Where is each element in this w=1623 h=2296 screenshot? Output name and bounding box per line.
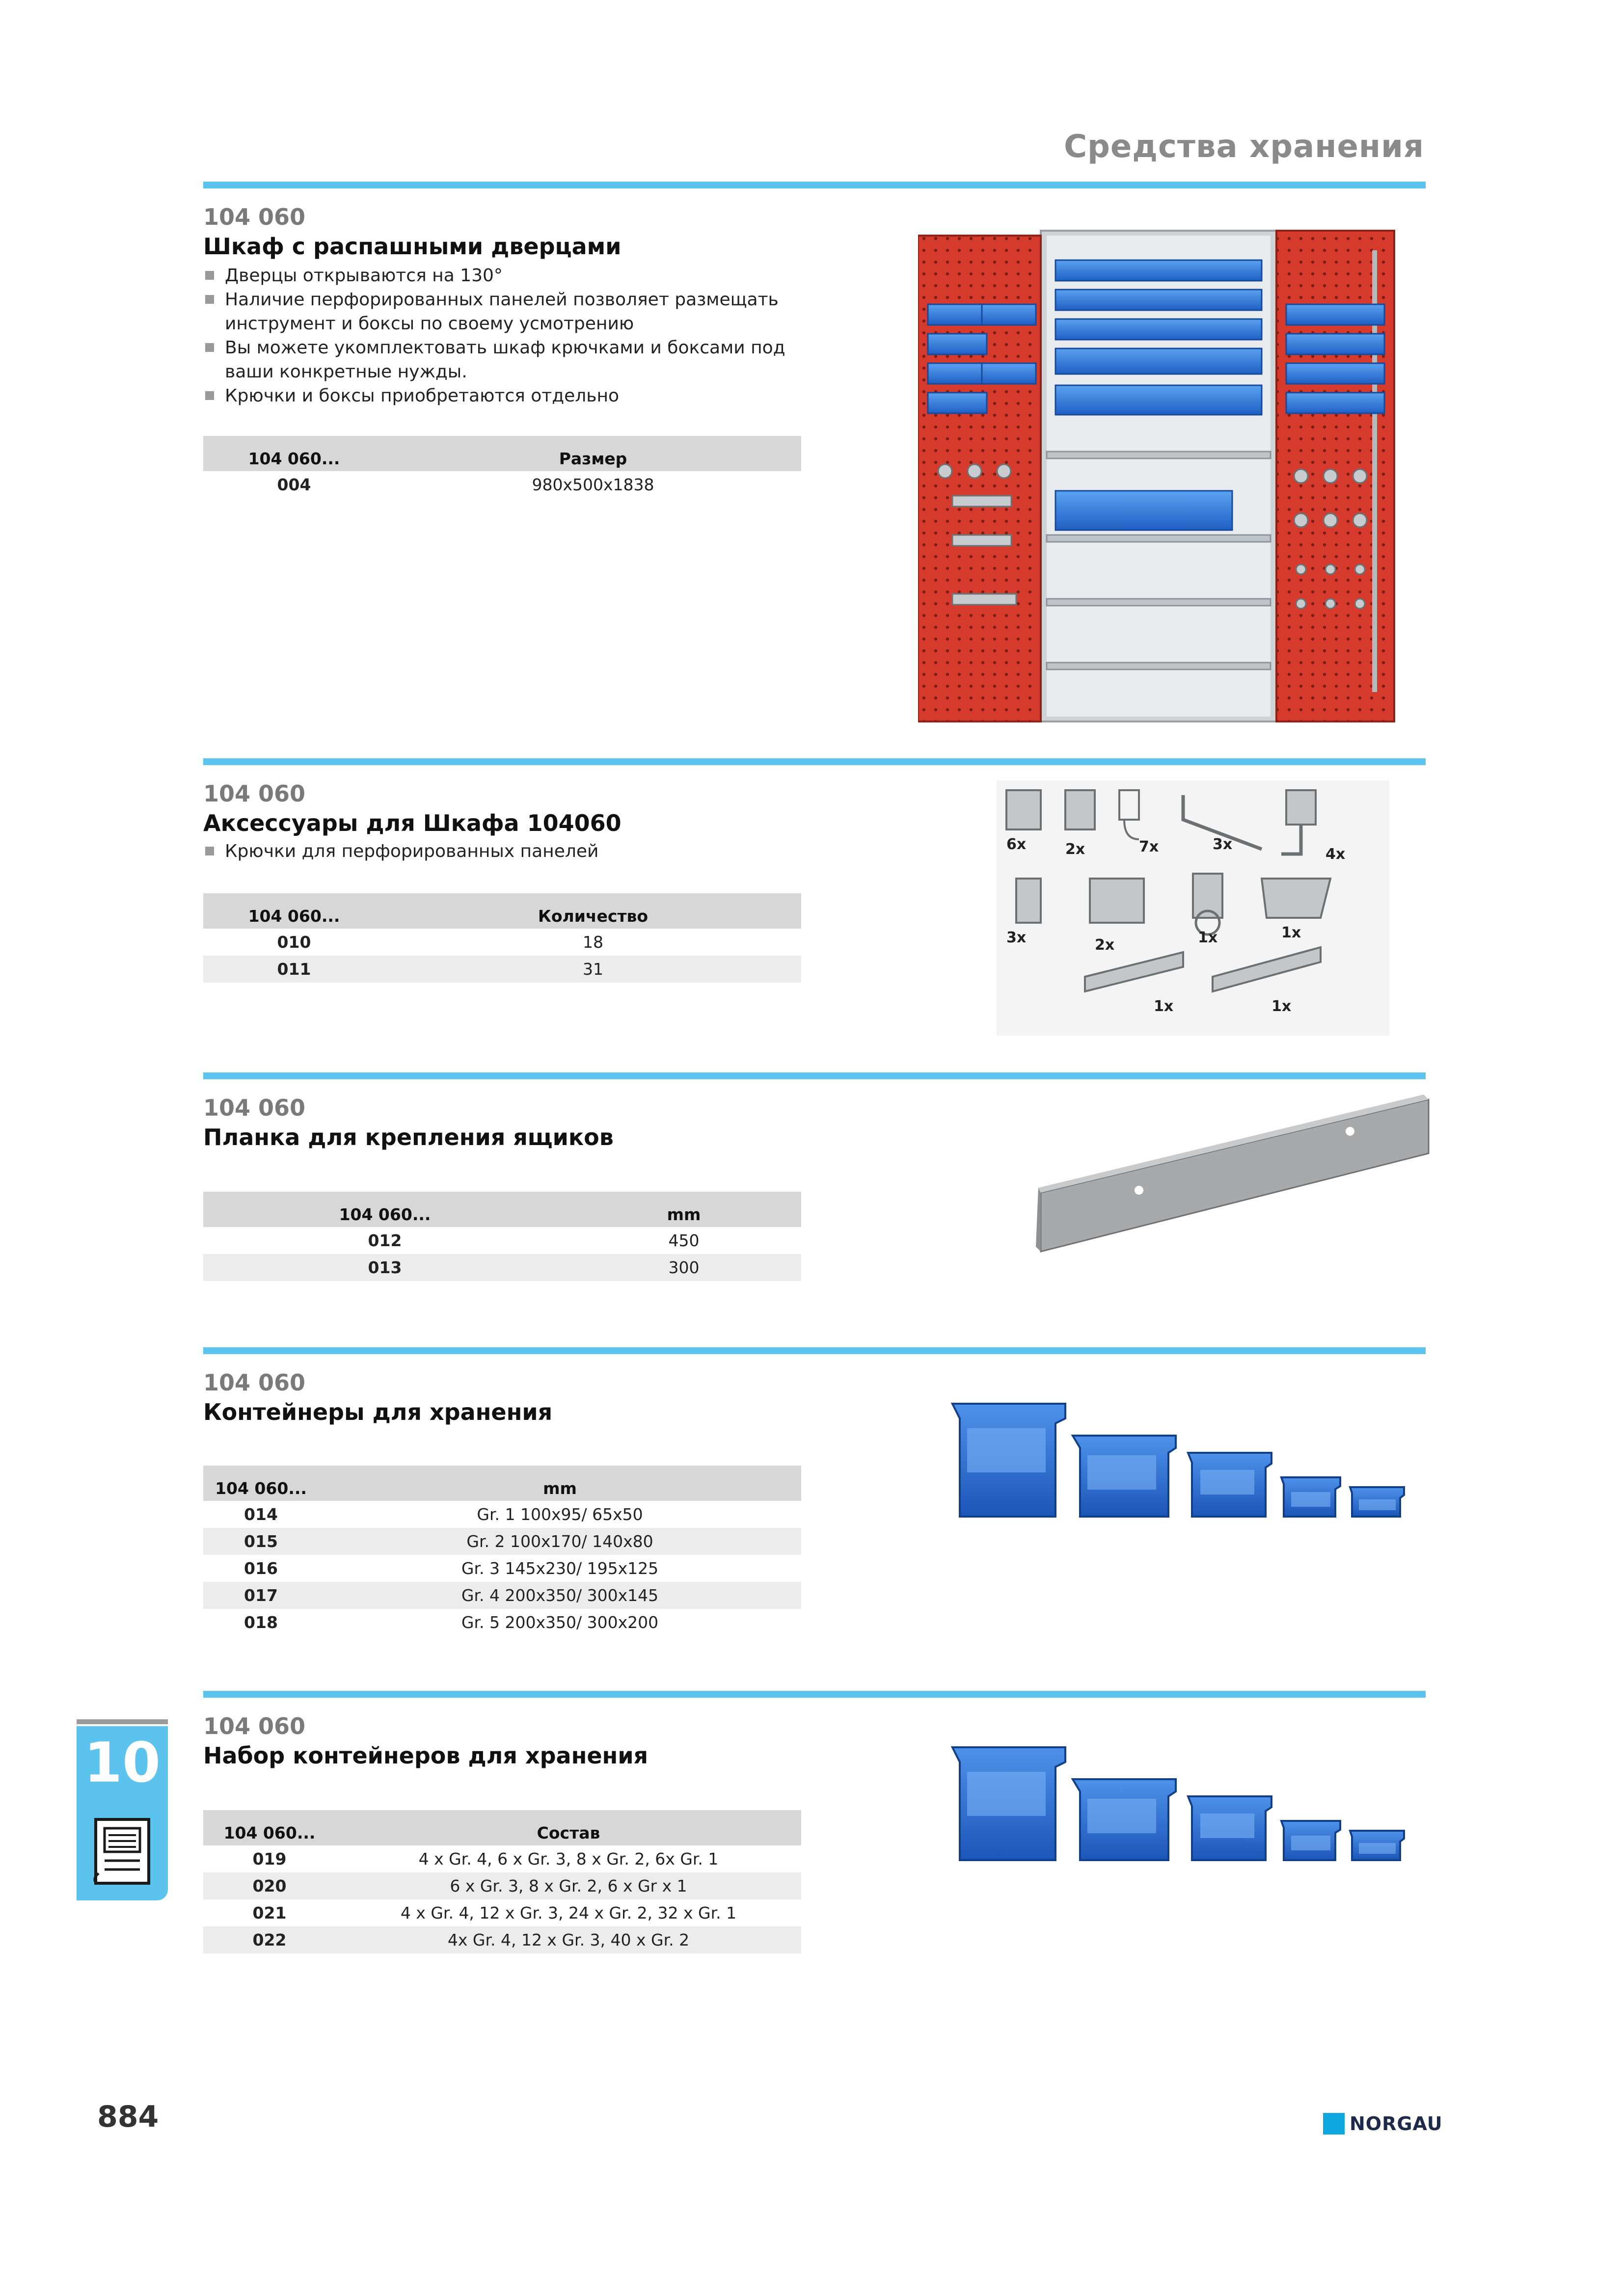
brand-logo xyxy=(1323,2113,1443,2135)
table-row xyxy=(203,1926,801,1953)
quantity-label: 7x xyxy=(1139,838,1159,855)
table-cell-code: 010 xyxy=(277,933,311,952)
table-cell-value: 6 x Gr. 3, 8 x Gr. 2, 6 x Gr x 1 xyxy=(336,1872,801,1899)
page-number: 884 xyxy=(97,2100,159,2134)
table-header-row xyxy=(203,436,801,471)
feature-list xyxy=(203,839,817,863)
table-cell-value: 4x Gr. 4, 12 x Gr. 3, 40 x Gr. 2 xyxy=(336,1926,801,1953)
column-header: 104 060... xyxy=(203,1810,336,1845)
section-code: 104 060 xyxy=(203,1095,306,1121)
table-cell-code: 018 xyxy=(244,1613,278,1632)
section-divider xyxy=(203,758,1426,765)
table-cell-value: Gr. 4 200x350/ 300x145 xyxy=(319,1582,801,1609)
table-cell-code: 013 xyxy=(203,1254,567,1281)
section-divider xyxy=(203,1072,1426,1079)
table-row xyxy=(203,1609,801,1636)
spec-table xyxy=(203,1810,801,1953)
chapter-number: 10 xyxy=(84,1731,161,1795)
table-cell-value: 450 xyxy=(668,1231,700,1250)
table-cell-value: Gr. 2 100x170/ 140x80 xyxy=(319,1528,801,1555)
table-cell-value: Gr. 5 200x350/ 300x200 xyxy=(461,1613,659,1632)
table-row xyxy=(203,1899,801,1926)
quantity-label: 3x xyxy=(1213,836,1233,853)
table-row xyxy=(203,1528,801,1555)
column-header: mm xyxy=(319,1466,801,1501)
table-row xyxy=(203,471,801,498)
table-cell-value: 4 x Gr. 4, 12 x Gr. 3, 24 x Gr. 2, 32 x Gr. 1 xyxy=(400,1903,737,1922)
table-row xyxy=(203,929,801,956)
table-cell-value: 18 xyxy=(583,933,603,952)
quantity-label: 1x xyxy=(1281,924,1301,941)
section-divider xyxy=(203,182,1426,188)
column-header: 104 060... xyxy=(203,1466,319,1501)
table-row xyxy=(203,1254,801,1281)
column-header: Размер xyxy=(385,436,801,471)
quantity-label: 4x xyxy=(1325,846,1346,863)
quantity-label: 3x xyxy=(1006,929,1027,946)
quantity-label: 1x xyxy=(1154,998,1174,1015)
section-title: Планка для крепления ящиков xyxy=(203,1124,614,1150)
column-header: 104 060... xyxy=(203,893,385,929)
table-cell-value: 4 x Gr. 4, 6 x Gr. 3, 8 x Gr. 2, 6x Gr. 1 xyxy=(418,1849,719,1869)
section-divider xyxy=(203,1691,1426,1698)
table-cell-code: 014 xyxy=(244,1505,278,1524)
cabinet-image xyxy=(918,221,1399,736)
spec-table xyxy=(203,1466,801,1636)
table-cell-value: Gr. 3 145x230/ 195x125 xyxy=(461,1559,659,1578)
table-cell-value: Gr. 1 100x95/ 65x50 xyxy=(477,1505,643,1524)
list-item: Крючки и боксы приобретаются отдельно xyxy=(203,384,817,408)
table-header-row xyxy=(203,1810,801,1845)
table-cell-code: 022 xyxy=(203,1926,336,1953)
brand-name: NORGAU xyxy=(1350,2113,1443,2135)
quantity-label: 1x xyxy=(1271,998,1292,1015)
bins-image xyxy=(943,1394,1409,1531)
section-code: 104 060 xyxy=(203,1713,306,1739)
column-header: Состав xyxy=(336,1810,801,1845)
table-row xyxy=(203,1582,801,1609)
table-cell-code: 004 xyxy=(277,475,311,494)
bin-set-image xyxy=(943,1737,1409,1875)
table-cell-code: 021 xyxy=(252,1903,287,1922)
page-header-title: Средства хранения xyxy=(1064,129,1424,165)
cabinet-icon xyxy=(89,1815,156,1888)
list-item: Крючки для перфорированных панелей xyxy=(203,839,817,863)
table-cell-value: 300 xyxy=(567,1254,801,1281)
section-title: Набор контейнеров для хранения xyxy=(203,1742,649,1769)
column-header: 104 060... xyxy=(203,1192,567,1227)
table-row xyxy=(203,1872,801,1899)
chapter-tab-rule xyxy=(77,1719,168,1724)
quantity-label: 2x xyxy=(1095,936,1115,954)
rail-image xyxy=(1031,1085,1434,1271)
column-header: mm xyxy=(567,1192,801,1227)
table-header-row xyxy=(203,1466,801,1501)
list-item: Вы можете укомплектовать шкаф крючками и боксами под ваши конкретные нужды. xyxy=(203,336,817,384)
chapter-tab xyxy=(77,1726,168,1900)
section-code: 104 060 xyxy=(203,1369,306,1396)
table-cell-code: 015 xyxy=(203,1528,319,1555)
spec-table xyxy=(203,436,801,498)
spec-table xyxy=(203,893,801,983)
brand-square-icon xyxy=(1323,2113,1345,2135)
quantity-label: 6x xyxy=(1006,836,1027,853)
list-item: Наличие перфорированных панелей позволяет размещать инструмент и боксы по своему усмотрению xyxy=(203,288,817,336)
section-code: 104 060 xyxy=(203,204,306,230)
table-cell-value: 980x500x1838 xyxy=(532,475,654,494)
spec-table xyxy=(203,1192,801,1281)
table-cell-code: 017 xyxy=(203,1582,319,1609)
table-cell-code: 011 xyxy=(203,956,385,983)
hooks-image xyxy=(997,780,1389,1036)
section-title: Шкаф с распашными дверцами xyxy=(203,233,622,260)
table-cell-code: 019 xyxy=(252,1849,287,1869)
section-divider xyxy=(203,1347,1426,1354)
table-row xyxy=(203,1227,801,1254)
table-cell-value: 31 xyxy=(385,956,801,983)
section-title: Аксессуары для Шкафа 104060 xyxy=(203,810,622,836)
quantity-label: 1x xyxy=(1198,929,1218,946)
column-header: 104 060... xyxy=(203,436,385,471)
table-cell-code: 020 xyxy=(203,1872,336,1899)
column-header: Количество xyxy=(385,893,801,929)
table-row xyxy=(203,1555,801,1582)
quantity-label: 2x xyxy=(1065,841,1085,858)
table-cell-code: 016 xyxy=(244,1559,278,1578)
list-item: Дверцы открываются на 130° xyxy=(203,264,817,288)
table-header-row xyxy=(203,1192,801,1227)
table-row xyxy=(203,1501,801,1528)
section-code: 104 060 xyxy=(203,780,306,807)
table-header-row xyxy=(203,893,801,929)
table-row xyxy=(203,1845,801,1872)
section-title: Контейнеры для хранения xyxy=(203,1399,553,1425)
table-row xyxy=(203,956,801,983)
table-cell-code: 012 xyxy=(368,1231,402,1250)
feature-list xyxy=(203,264,817,408)
